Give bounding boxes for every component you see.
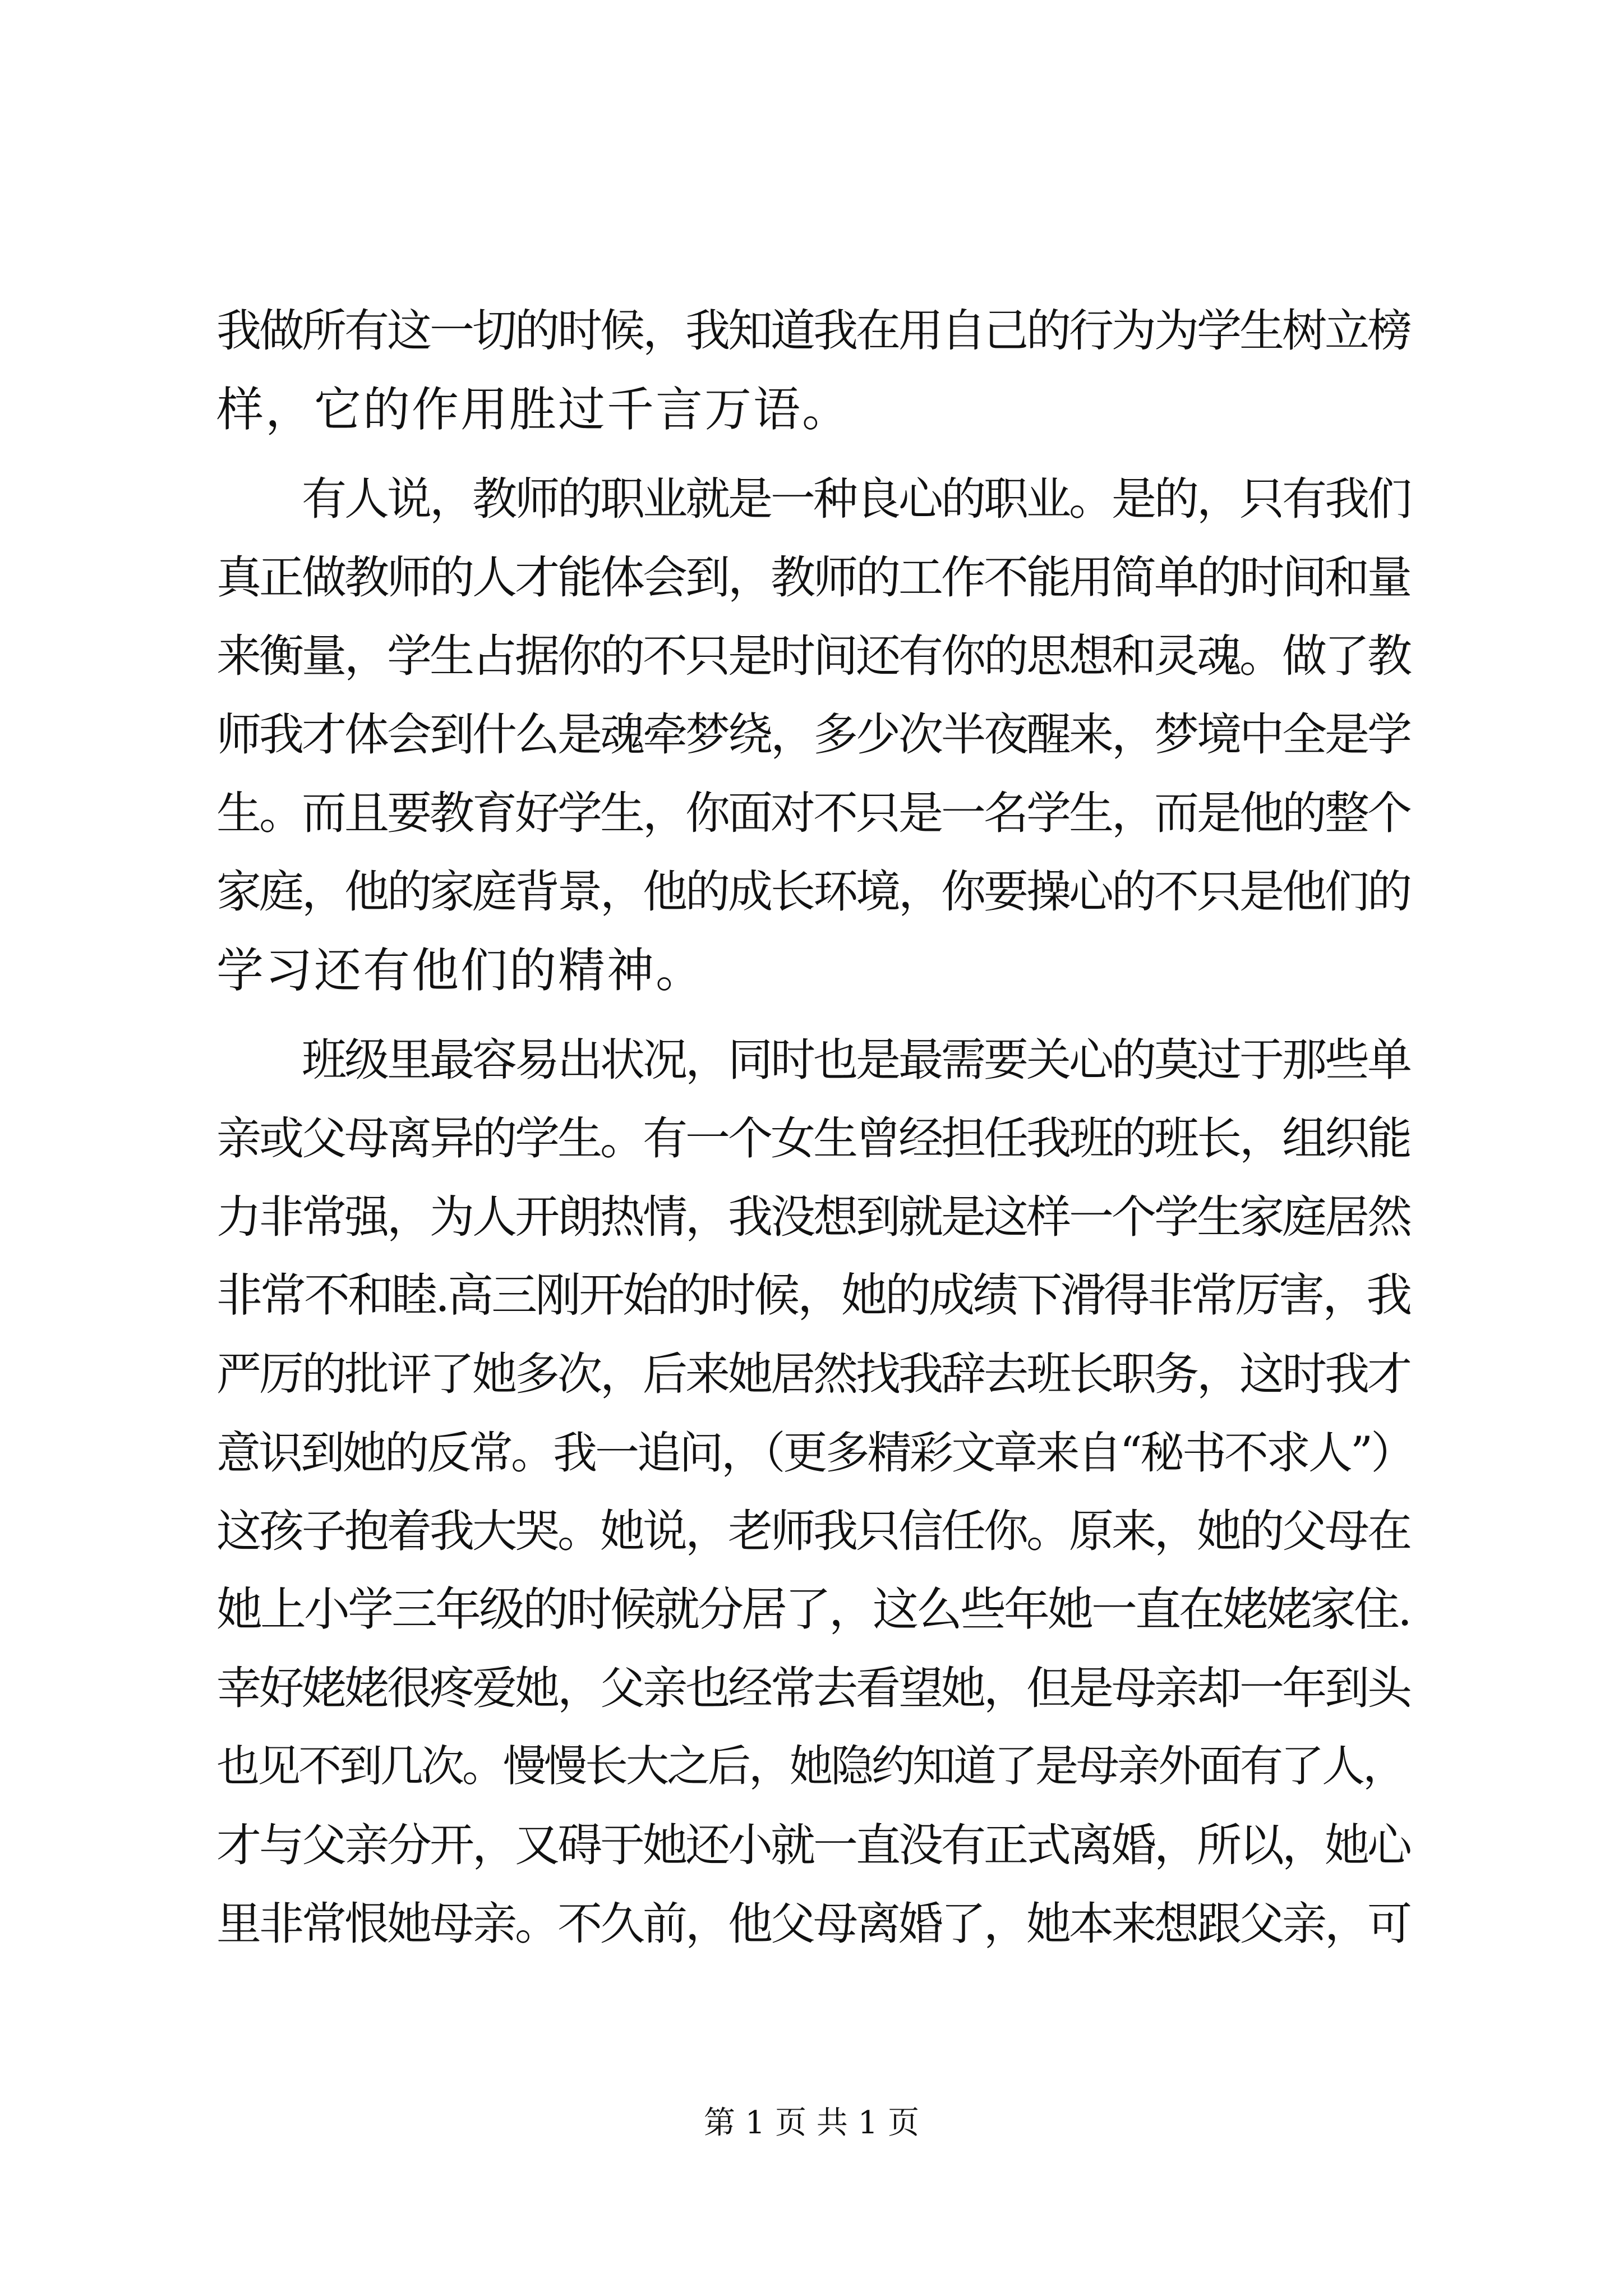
text-line: 样，它的作用胜过千言万语。 — [216, 382, 851, 437]
text-line: 来衡量，学生占据你的不只是时间还有你的思想和灵魂。做了教 — [216, 630, 1410, 682]
text-line: 这孩子抱着我大哭。她说，老师我只信任你。原来，她的父母在 — [216, 1505, 1410, 1557]
text-line: 生。而且要教育好学生，你面对不只是一名学生，而是他的整个 — [216, 787, 1410, 839]
text-line: 有人说，教师的职业就是一种良心的职业。是的，只有我们 — [216, 473, 1410, 525]
text-line: 家庭，他的家庭背景，他的成长环境，你要操心的不只是他们的 — [216, 866, 1410, 918]
text-line: 她上小学三年级的时候就分居了，这么些年她一直在姥姥家住. — [216, 1583, 1410, 1636]
text-line: 我做所有这一切的时候，我知道我在用自己的行为为学生树立榜 — [216, 305, 1410, 357]
text-line: 才与父亲分开，又碍于她还小就一直没有正式离婚，所以，她心 — [216, 1819, 1410, 1871]
text-line: 班级里最容易出状况，同时也是最需要关心的莫过于那些单 — [216, 1034, 1410, 1086]
text-line: 学习还有他们的精神。 — [216, 943, 705, 998]
text-line: 幸好姥姥很疼爱她，父亲也经常去看望她，但是母亲却一年到头 — [216, 1662, 1410, 1714]
text-line: 也见不到几次。慢慢长大之后，她隐约知道了是母亲外面有了人， — [216, 1742, 1404, 1792]
text-line: 师我才体会到什么是魂牵梦绕，多少次半夜醒来，梦境中全是学 — [216, 708, 1410, 761]
text-line: 亲或父母离异的学生。有一个女生曾经担任我班的班长，组织能 — [216, 1112, 1410, 1165]
text-line: 非常不和睦.高三刚开始的时候，她的成绩下滑得非常厉害，我 — [216, 1269, 1410, 1322]
text-line: 严厉的批评了她多次，后来她居然找我辞去班长职务，这时我才 — [216, 1348, 1410, 1400]
page-footer: 第 1 页 共 1 页 — [703, 2105, 920, 2141]
text-line: 真正做教师的人才能体会到，教师的工作不能用简单的时间和量 — [216, 551, 1410, 604]
text-line: 意识到她的反常。我一追问，（更多精彩文章来自“秘书不求人”） — [216, 1427, 1413, 1479]
text-line: 力非常强，为人开朗热情，我没想到就是这样一个学生家庭居然 — [216, 1191, 1410, 1243]
text-line: 里非常恨她母亲。不久前，他父母离婚了，她本来想跟父亲，可 — [216, 1898, 1410, 1950]
